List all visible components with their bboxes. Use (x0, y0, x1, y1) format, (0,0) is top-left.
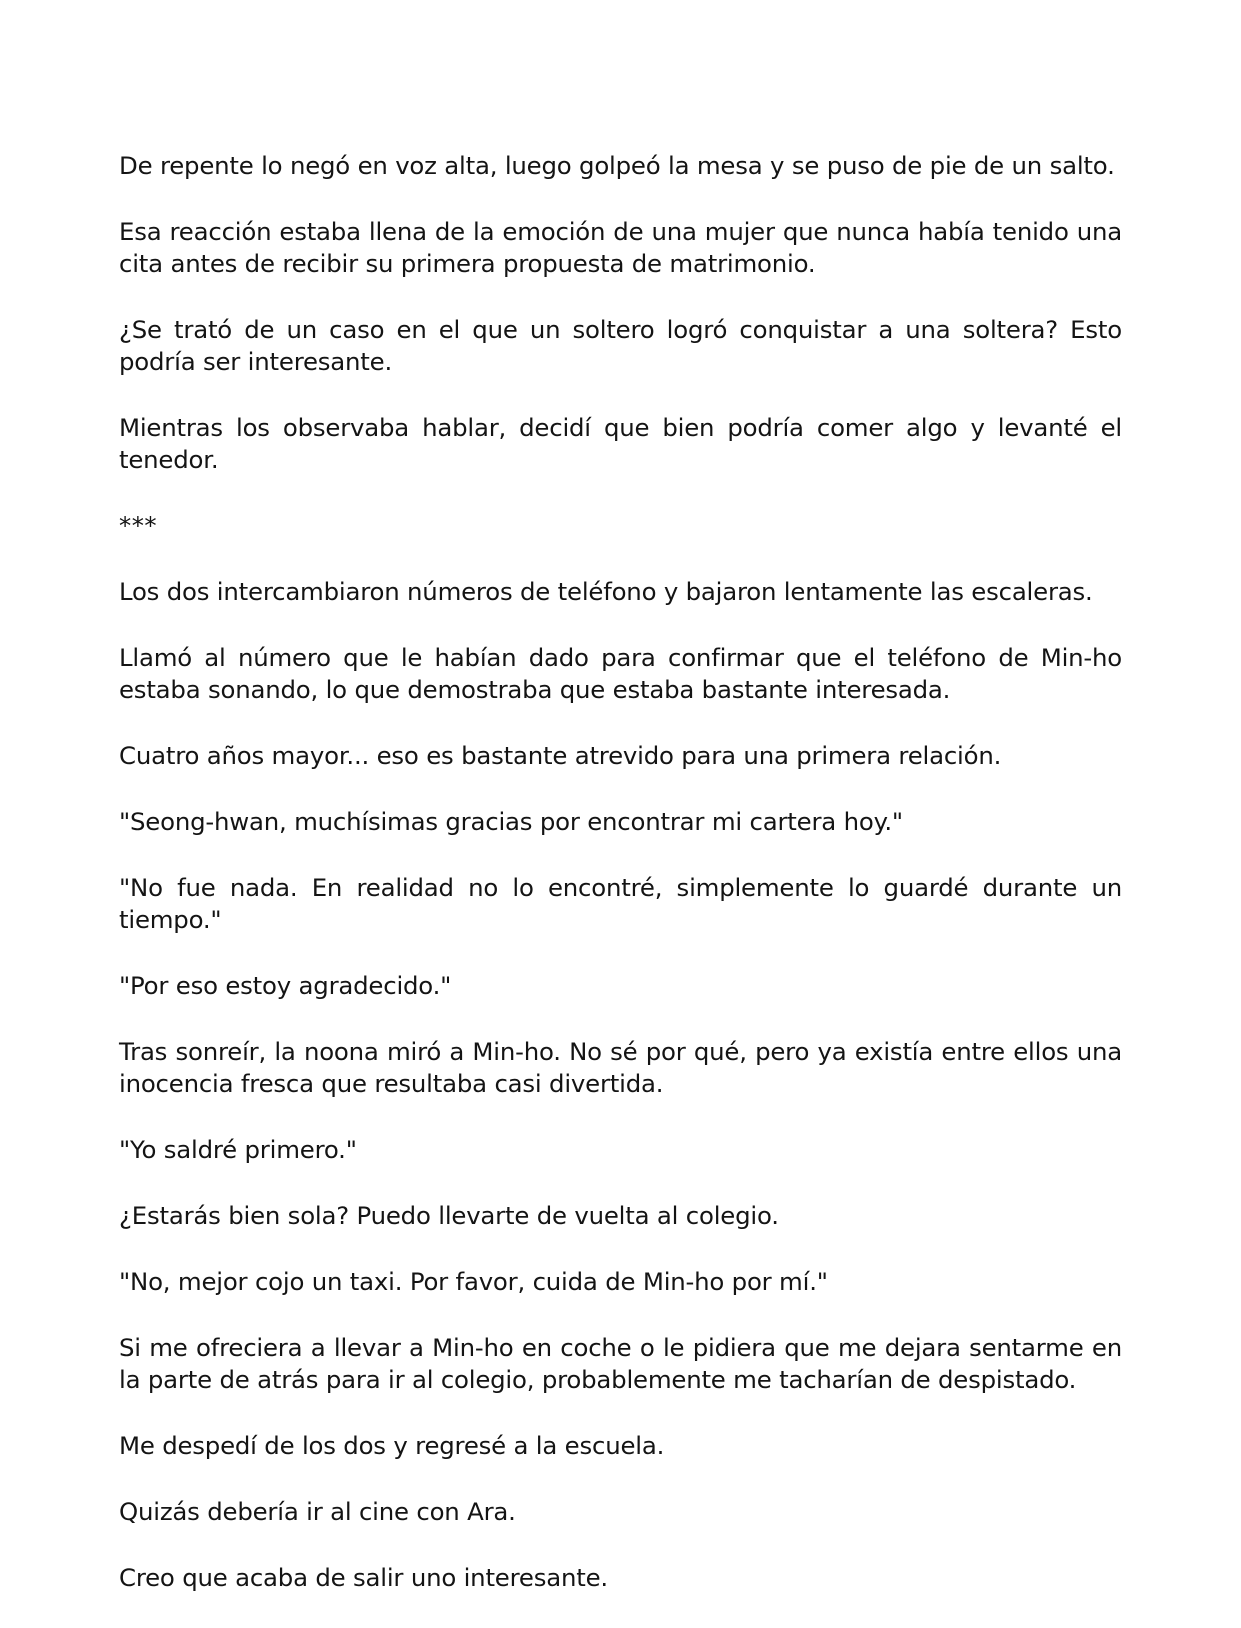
paragraph-15: Si me ofreciera a llevar a Min-ho en coche o le pidiera que me dejara sentarme en la parte de atrás para ir al colegio, probablemente me tacharían de despistado. (119, 1333, 1122, 1394)
paragraph-1: De repente lo negó en voz alta, luego golpeó la mesa y se puso de pie de un salto. (119, 151, 1115, 180)
scene-separator: *** (119, 511, 158, 540)
paragraph-10: "Por eso estoy agradecido." (119, 971, 452, 1000)
paragraph-16: Me despedí de los dos y regresé a la escuela. (119, 1431, 665, 1460)
document-page (119, 150, 1122, 1628)
paragraph-6: Llamó al número que le habían dado para confirmar que el teléfono de Min-ho estaba sonando, lo que demostraba que estaba bastante interesada. (119, 643, 1122, 704)
paragraph-17: Quizás debería ir al cine con Ara. (119, 1497, 516, 1526)
paragraph-7: Cuatro años mayor... eso es bastante atrevido para una primera relación. (119, 741, 1002, 770)
paragraph-9: "No fue nada. En realidad no lo encontré, simplemente lo guardé durante un tiempo." (119, 873, 1122, 934)
paragraph-3: ¿Se trató de un caso en el que un soltero logró conquistar a una soltera? Esto podría ser interesante. (119, 315, 1122, 376)
paragraph-2: Esa reacción estaba llena de la emoción de una mujer que nunca había tenido una cita antes de recibir su primera propuesta de matrimonio. (119, 217, 1122, 278)
paragraph-18: Creo que acaba de salir uno interesante. (119, 1563, 608, 1592)
paragraph-8: "Seong-hwan, muchísimas gracias por encontrar mi cartera hoy." (119, 807, 903, 836)
paragraph-12: "Yo saldré primero." (119, 1135, 357, 1164)
paragraph-14: "No, mejor cojo un taxi. Por favor, cuida de Min-ho por mí." (119, 1267, 828, 1296)
paragraph-11: Tras sonreír, la noona miró a Min-ho. No sé por qué, pero ya existía entre ellos una inocencia fresca que resultaba casi divertida. (119, 1037, 1122, 1098)
paragraph-13: ¿Estarás bien sola? Puedo llevarte de vuelta al colegio. (119, 1201, 779, 1230)
paragraph-5: Los dos intercambiaron números de teléfono y bajaron lentamente las escaleras. (119, 577, 1093, 606)
paragraph-4: Mientras los observaba hablar, decidí que bien podría comer algo y levanté el tenedor. (119, 413, 1122, 474)
